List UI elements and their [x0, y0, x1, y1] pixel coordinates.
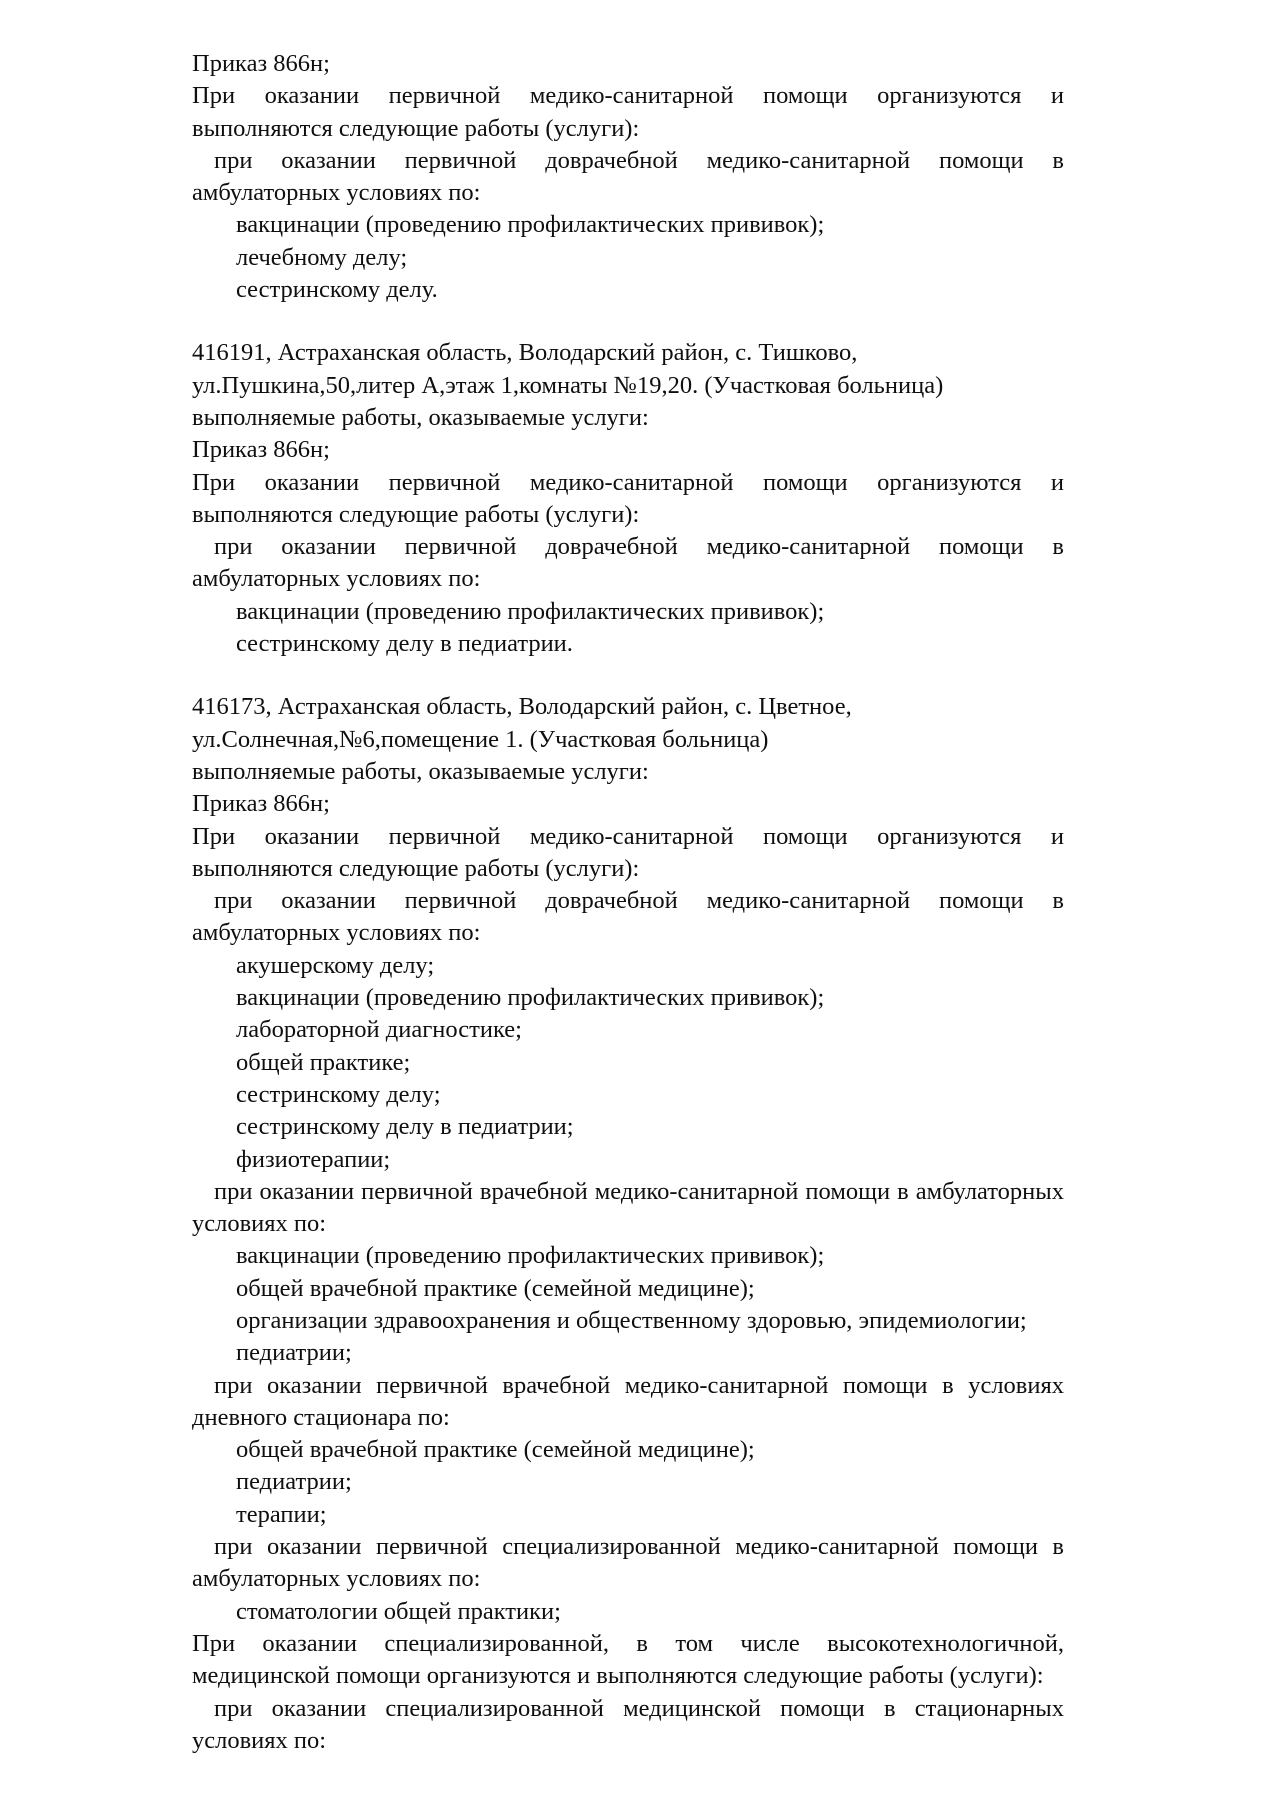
service-list-item: общей врачебной практике (семейной медицине);	[236, 1436, 755, 1464]
body-paragraph: При оказании первичной медико-санитарной помощи организуются и выполняются следующие работы (услуги):	[192, 82, 1071, 142]
body-paragraph: Приказ 866н;	[192, 790, 330, 818]
subsection-heading: при оказании первичной врачебной медико-санитарной помощи в условиях дневного стационара по:	[192, 1371, 1071, 1431]
service-list-item: вакцинации (проведению профилактических прививок);	[236, 1242, 825, 1270]
service-list-item: общей практике;	[236, 1048, 411, 1076]
document-section	[192, 337, 1071, 660]
body-paragraph: При оказании первичной медико-санитарной помощи организуются и выполняются следующие работы (услуги):	[192, 468, 1071, 528]
service-list-item: физиотерапии;	[236, 1145, 391, 1173]
service-list-item: вакцинации (проведению профилактических прививок);	[236, 984, 825, 1012]
body-paragraph: При оказании первичной медико-санитарной помощи организуются и выполняются следующие работы (услуги):	[192, 822, 1071, 882]
service-list-item: стоматологии общей практики;	[236, 1597, 561, 1625]
document-section	[192, 691, 1071, 1757]
address-line: 416191, Астраханская область, Володарский район, с. Тишково, ул.Пушкина,50,литер А,этаж 1,комнаты №19,20. (Участковая больница)	[192, 339, 944, 399]
service-list-item: лечебному делу;	[236, 243, 408, 271]
body-paragraph: При оказании специализированной, в том числе высокотехнологичной, медицинской помощи организуются и выполняются следующие работы (услуги):	[192, 1629, 1071, 1690]
address-line: 416173, Астраханская область, Володарский район, с. Цветное,	[192, 693, 852, 721]
subsection-heading: при оказании первичной доврачебной медико-санитарной помощи в амбулаторных условиях по:	[192, 887, 1071, 947]
address-line: выполняемые работы, оказываемые услуги:	[192, 757, 649, 785]
service-list-item: вакцинации (проведению профилактических прививок);	[236, 597, 825, 625]
service-list-item: сестринскому делу.	[236, 276, 438, 304]
document-body	[192, 48, 1071, 1757]
service-list-item: сестринскому делу;	[236, 1080, 441, 1108]
address-line: выполняемые работы, оказываемые услуги:	[192, 403, 649, 431]
paragraph-spacer	[192, 306, 1064, 337]
subsection-heading: при оказании первичной доврачебной медико-санитарной помощи в амбулаторных условиях по:	[192, 533, 1071, 593]
service-list-item: акушерскому делу;	[236, 951, 435, 979]
service-list-item: сестринскому делу в педиатрии;	[236, 1113, 574, 1141]
service-list-item: вакцинации (проведению профилактических прививок);	[236, 211, 825, 239]
service-list-item: организации здравоохранения и общественному здоровью, эпидемиологии;	[236, 1306, 1027, 1334]
service-list-item: терапии;	[236, 1500, 327, 1528]
body-paragraph: Приказ 866н;	[192, 50, 330, 77]
service-list-item: общей врачебной практике (семейной медицине);	[236, 1274, 755, 1302]
service-list-item: педиатрии;	[236, 1339, 352, 1367]
subsection-heading: при оказании первичной доврачебной медико-санитарной помощи в амбулаторных условиях по:	[192, 146, 1071, 207]
subsection-heading: при оказании первичной врачебной медико-санитарной помощи в амбулаторных условиях по:	[192, 1177, 1071, 1238]
body-paragraph: Приказ 866н;	[192, 436, 330, 464]
service-list-item: сестринскому делу в педиатрии.	[236, 630, 573, 658]
service-list-item: педиатрии;	[236, 1468, 352, 1496]
subsection-heading: при оказании специализированной медицинской помощи в стационарных условиях по:	[192, 1694, 1071, 1754]
document-section	[192, 48, 1071, 306]
address-line: ул.Солнечная,№6,помещение 1. (Участковая больница)	[192, 725, 769, 753]
service-list-item: лабораторной диагностике;	[236, 1016, 522, 1044]
subsection-heading: при оказании первичной специализированной медико-санитарной помощи в амбулаторных условиях по:	[192, 1533, 1071, 1593]
paragraph-spacer	[192, 660, 1064, 691]
